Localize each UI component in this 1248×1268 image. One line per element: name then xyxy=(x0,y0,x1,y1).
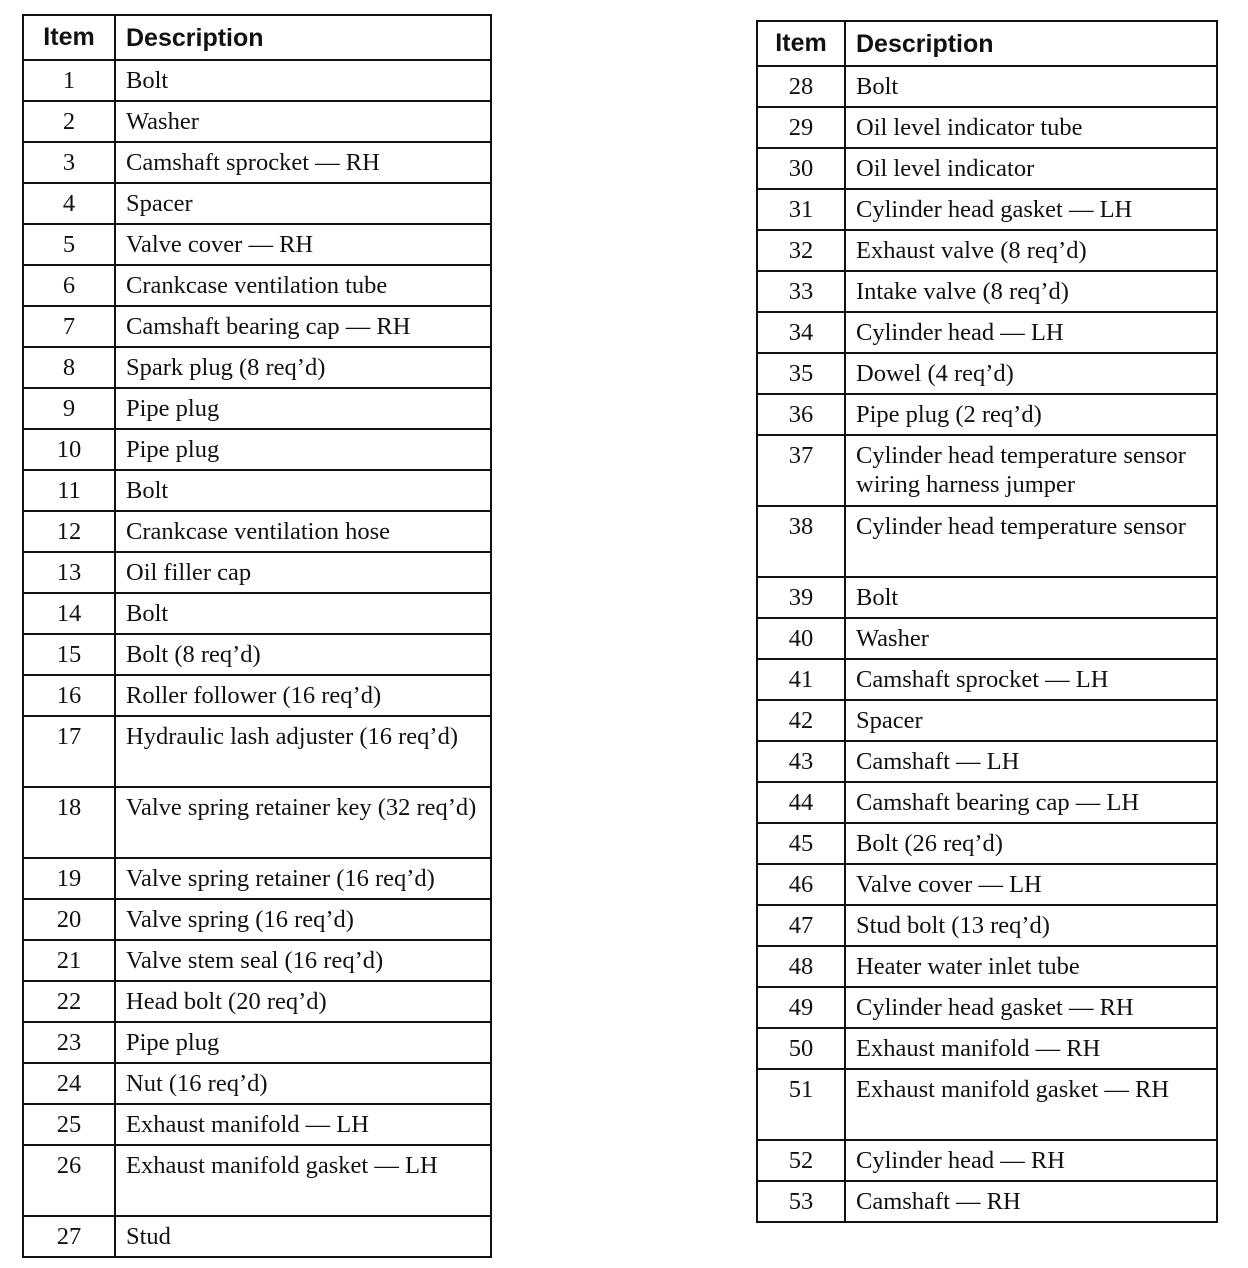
item-description: Bolt xyxy=(115,470,491,511)
table-row xyxy=(23,981,491,1022)
item-number: 9 xyxy=(23,388,115,429)
item-description: Bolt xyxy=(845,577,1217,618)
table-row xyxy=(757,506,1217,577)
parts-table-left xyxy=(22,14,492,1258)
item-number: 53 xyxy=(757,1181,845,1222)
item-number: 41 xyxy=(757,659,845,700)
item-number: 30 xyxy=(757,148,845,189)
item-description: Nut (16 req’d) xyxy=(115,1063,491,1104)
item-number: 40 xyxy=(757,618,845,659)
item-description: Camshaft bearing cap — RH xyxy=(115,306,491,347)
table-row xyxy=(23,787,491,858)
item-number: 48 xyxy=(757,946,845,987)
table-row xyxy=(23,224,491,265)
item-number: 37 xyxy=(757,435,845,506)
item-description: Pipe plug (2 req’d) xyxy=(845,394,1217,435)
item-number: 19 xyxy=(23,858,115,899)
header-row xyxy=(757,21,1217,66)
item-column-header: Item xyxy=(757,21,845,66)
table-row xyxy=(23,858,491,899)
item-description: Hydraulic lash adjuster (16 req’d) xyxy=(115,716,491,787)
table-row xyxy=(23,142,491,183)
item-number: 51 xyxy=(757,1069,845,1140)
item-number: 5 xyxy=(23,224,115,265)
item-number: 1 xyxy=(23,60,115,101)
item-description: Crankcase ventilation tube xyxy=(115,265,491,306)
table-row xyxy=(757,353,1217,394)
item-number: 49 xyxy=(757,987,845,1028)
item-description: Camshaft — LH xyxy=(845,741,1217,782)
description-column-header: Description xyxy=(845,21,1217,66)
table-row xyxy=(757,66,1217,107)
table-row xyxy=(23,265,491,306)
header-row xyxy=(23,15,491,60)
table-row xyxy=(23,1216,491,1257)
item-number: 47 xyxy=(757,905,845,946)
item-number: 34 xyxy=(757,312,845,353)
table-row xyxy=(23,347,491,388)
item-description: Oil filler cap xyxy=(115,552,491,593)
table-row xyxy=(757,435,1217,506)
item-description: Spacer xyxy=(845,700,1217,741)
item-description: Camshaft sprocket — LH xyxy=(845,659,1217,700)
table-row xyxy=(757,946,1217,987)
item-number: 4 xyxy=(23,183,115,224)
table-row xyxy=(757,312,1217,353)
item-number: 42 xyxy=(757,700,845,741)
item-number: 50 xyxy=(757,1028,845,1069)
item-description: Head bolt (20 req’d) xyxy=(115,981,491,1022)
item-description: Bolt (8 req’d) xyxy=(115,634,491,675)
table-row xyxy=(757,189,1217,230)
table-row xyxy=(757,700,1217,741)
table-row xyxy=(23,940,491,981)
item-description: Valve spring (16 req’d) xyxy=(115,899,491,940)
item-description: Cylinder head temperature sensor wiring harness jumper xyxy=(845,435,1217,506)
item-description: Washer xyxy=(115,101,491,142)
item-description: Spacer xyxy=(115,183,491,224)
item-number: 43 xyxy=(757,741,845,782)
item-number: 24 xyxy=(23,1063,115,1104)
item-description: Exhaust manifold gasket — LH xyxy=(115,1145,491,1216)
item-description: Cylinder head gasket — RH xyxy=(845,987,1217,1028)
item-description: Heater water inlet tube xyxy=(845,946,1217,987)
item-description: Cylinder head — RH xyxy=(845,1140,1217,1181)
item-description: Dowel (4 req’d) xyxy=(845,353,1217,394)
table-row xyxy=(23,306,491,347)
item-description: Bolt (26 req’d) xyxy=(845,823,1217,864)
table-row xyxy=(23,1145,491,1216)
item-number: 18 xyxy=(23,787,115,858)
item-number: 36 xyxy=(757,394,845,435)
table-row xyxy=(757,577,1217,618)
table-row xyxy=(757,107,1217,148)
table-row xyxy=(23,675,491,716)
item-number: 14 xyxy=(23,593,115,634)
item-number: 8 xyxy=(23,347,115,388)
item-description: Valve cover — RH xyxy=(115,224,491,265)
item-number: 25 xyxy=(23,1104,115,1145)
table-row xyxy=(757,618,1217,659)
table-row xyxy=(757,659,1217,700)
item-number: 46 xyxy=(757,864,845,905)
item-number: 52 xyxy=(757,1140,845,1181)
item-number: 7 xyxy=(23,306,115,347)
item-description: Pipe plug xyxy=(115,429,491,470)
table-row xyxy=(757,1140,1217,1181)
table-row xyxy=(23,552,491,593)
table-row xyxy=(757,823,1217,864)
item-description: Exhaust manifold gasket — RH xyxy=(845,1069,1217,1140)
item-number: 21 xyxy=(23,940,115,981)
item-description: Exhaust manifold — RH xyxy=(845,1028,1217,1069)
item-description: Camshaft bearing cap — LH xyxy=(845,782,1217,823)
item-number: 23 xyxy=(23,1022,115,1063)
item-description: Oil level indicator xyxy=(845,148,1217,189)
item-number: 20 xyxy=(23,899,115,940)
item-description: Oil level indicator tube xyxy=(845,107,1217,148)
table-row xyxy=(757,1181,1217,1222)
item-description: Bolt xyxy=(845,66,1217,107)
table-row xyxy=(23,388,491,429)
item-description: Roller follower (16 req’d) xyxy=(115,675,491,716)
item-number: 32 xyxy=(757,230,845,271)
item-description: Valve spring retainer (16 req’d) xyxy=(115,858,491,899)
item-number: 39 xyxy=(757,577,845,618)
item-number: 16 xyxy=(23,675,115,716)
item-description: Stud xyxy=(115,1216,491,1257)
table-row xyxy=(757,394,1217,435)
table-row xyxy=(23,101,491,142)
table-row xyxy=(23,1022,491,1063)
item-description: Washer xyxy=(845,618,1217,659)
table-row xyxy=(23,899,491,940)
table-row xyxy=(757,905,1217,946)
table-row xyxy=(23,183,491,224)
table-row xyxy=(757,1028,1217,1069)
table-row xyxy=(23,634,491,675)
item-description: Cylinder head temperature sensor xyxy=(845,506,1217,577)
table-row xyxy=(757,741,1217,782)
table-row xyxy=(23,470,491,511)
item-description: Stud bolt (13 req’d) xyxy=(845,905,1217,946)
item-number: 27 xyxy=(23,1216,115,1257)
item-number: 29 xyxy=(757,107,845,148)
item-number: 45 xyxy=(757,823,845,864)
table-row xyxy=(23,716,491,787)
item-description: Cylinder head — LH xyxy=(845,312,1217,353)
item-description: Valve cover — LH xyxy=(845,864,1217,905)
table-row xyxy=(757,230,1217,271)
table-row xyxy=(757,864,1217,905)
table-row xyxy=(23,1104,491,1145)
item-number: 11 xyxy=(23,470,115,511)
item-description: Cylinder head gasket — LH xyxy=(845,189,1217,230)
item-description: Spark plug (8 req’d) xyxy=(115,347,491,388)
description-column-header: Description xyxy=(115,15,491,60)
item-number: 33 xyxy=(757,271,845,312)
item-column-header: Item xyxy=(23,15,115,60)
item-number: 26 xyxy=(23,1145,115,1216)
table-row xyxy=(757,148,1217,189)
item-number: 15 xyxy=(23,634,115,675)
table-row xyxy=(757,782,1217,823)
item-description: Intake valve (8 req’d) xyxy=(845,271,1217,312)
item-description: Exhaust manifold — LH xyxy=(115,1104,491,1145)
item-number: 12 xyxy=(23,511,115,552)
table-row xyxy=(23,593,491,634)
item-description: Valve spring retainer key (32 req’d) xyxy=(115,787,491,858)
item-description: Camshaft — RH xyxy=(845,1181,1217,1222)
item-description: Pipe plug xyxy=(115,1022,491,1063)
table-row xyxy=(23,511,491,552)
item-number: 22 xyxy=(23,981,115,1022)
item-number: 10 xyxy=(23,429,115,470)
item-number: 2 xyxy=(23,101,115,142)
item-description: Exhaust valve (8 req’d) xyxy=(845,230,1217,271)
table-row xyxy=(757,271,1217,312)
table-row xyxy=(23,429,491,470)
item-number: 6 xyxy=(23,265,115,306)
item-description: Bolt xyxy=(115,593,491,634)
item-number: 17 xyxy=(23,716,115,787)
item-number: 13 xyxy=(23,552,115,593)
item-number: 38 xyxy=(757,506,845,577)
item-number: 3 xyxy=(23,142,115,183)
table-row xyxy=(757,1069,1217,1140)
table-row xyxy=(23,60,491,101)
item-description: Pipe plug xyxy=(115,388,491,429)
parts-table-right xyxy=(756,20,1218,1223)
table-row xyxy=(23,1063,491,1104)
table-row xyxy=(757,987,1217,1028)
item-description: Bolt xyxy=(115,60,491,101)
item-description: Crankcase ventilation hose xyxy=(115,511,491,552)
item-number: 28 xyxy=(757,66,845,107)
item-description: Valve stem seal (16 req’d) xyxy=(115,940,491,981)
item-description: Camshaft sprocket — RH xyxy=(115,142,491,183)
item-number: 31 xyxy=(757,189,845,230)
item-number: 44 xyxy=(757,782,845,823)
item-number: 35 xyxy=(757,353,845,394)
